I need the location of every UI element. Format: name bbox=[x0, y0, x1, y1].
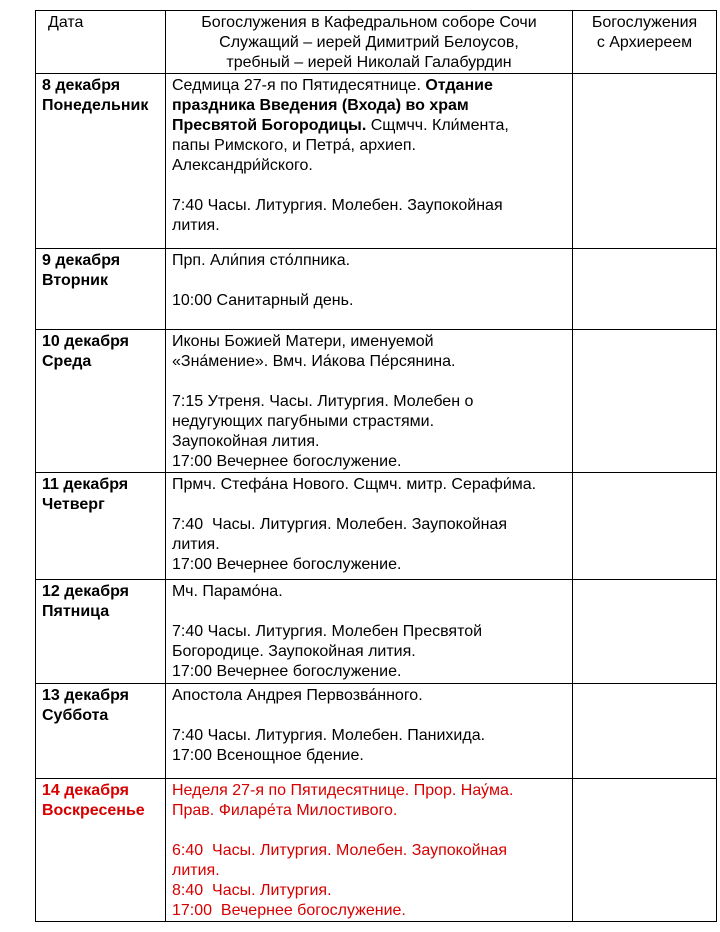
feast-line bbox=[172, 76, 566, 96]
service-line: 8:40 Часы. Литургия. bbox=[172, 882, 332, 899]
header-bishop-cell bbox=[573, 11, 717, 74]
header-row bbox=[36, 11, 717, 74]
feast-text: Прав. Филаре́та Милостивого. bbox=[172, 802, 398, 819]
service-line: 6:40 Часы. Литургия. Молебен. Заупокойная bbox=[172, 842, 508, 859]
feast-line bbox=[172, 582, 566, 602]
header-bishop-label-2: с Архиереем bbox=[596, 34, 693, 51]
service-line: 17:00 Вечернее богослужение. bbox=[172, 663, 402, 680]
schedule-row bbox=[36, 580, 717, 684]
date-cell bbox=[36, 580, 166, 684]
service-line: лития. bbox=[172, 862, 220, 879]
date-cell bbox=[36, 684, 166, 779]
date-cell bbox=[36, 473, 166, 580]
date-label: 11 декабря bbox=[42, 476, 129, 493]
services-cell bbox=[166, 779, 573, 922]
services-cell bbox=[166, 74, 573, 249]
bishop-cell bbox=[573, 473, 717, 580]
header-requiem-priest: требный – иерей Николай Галабурдин bbox=[226, 54, 512, 71]
schedule-row bbox=[36, 74, 717, 249]
paragraph-gap bbox=[172, 176, 566, 196]
feast-line bbox=[172, 156, 566, 176]
date-label: 8 декабря bbox=[42, 77, 121, 94]
feast-text-bold: Отдание bbox=[425, 77, 493, 94]
service-line: 17:00 Вечернее богослужение. bbox=[172, 556, 402, 573]
schedule-row bbox=[36, 473, 717, 580]
bishop-cell bbox=[573, 74, 717, 249]
date-label: 14 декабря bbox=[42, 782, 129, 799]
service-line: лития. bbox=[172, 536, 220, 553]
feast-text: Апостола Андрея Первозва́нного. bbox=[172, 687, 423, 704]
feast-text: Мч. Парамо́на. bbox=[172, 583, 283, 600]
service-line: 7:40 Часы. Литургия. Молебен Пресвятой bbox=[172, 623, 483, 640]
feast-line bbox=[172, 136, 566, 156]
feast-line bbox=[172, 251, 566, 271]
services-cell bbox=[166, 580, 573, 684]
bishop-cell bbox=[573, 249, 717, 330]
feast-text: Прп. Али́пия сто́лпника. bbox=[172, 252, 351, 269]
header-services-title: Богослужения в Кафедральном соборе Сочи bbox=[201, 14, 537, 31]
feast-text: Сщмчч. Кли́мента, bbox=[366, 117, 509, 134]
schedule-row bbox=[36, 779, 717, 922]
paragraph-gap bbox=[172, 271, 566, 291]
date-cell bbox=[36, 330, 166, 473]
paragraph-gap bbox=[172, 495, 566, 515]
service-line: 17:00 Всенощное бдение. bbox=[172, 747, 364, 764]
date-label: 12 декабря bbox=[42, 583, 129, 600]
schedule-table bbox=[35, 10, 717, 922]
weekday-label: Вторник bbox=[42, 272, 109, 289]
header-bishop-label-1: Богослужения bbox=[591, 14, 698, 31]
service-line: 7:40 Часы. Литургия. Молебен. Панихида. bbox=[172, 727, 486, 744]
schedule-row bbox=[36, 249, 717, 330]
bishop-cell bbox=[573, 580, 717, 684]
feast-line bbox=[172, 96, 566, 116]
paragraph-gap bbox=[172, 372, 566, 392]
header-date-cell bbox=[36, 11, 166, 74]
feast-line bbox=[172, 781, 566, 801]
services-cell bbox=[166, 249, 573, 330]
feast-text-bold: Пресвятой Богородицы. bbox=[172, 117, 367, 134]
service-line: 7:15 Утреня. Часы. Литургия. Молебен о bbox=[172, 393, 474, 410]
weekday-label: Четверг bbox=[42, 496, 105, 513]
feast-text: «Зна́мение». Вмч. Иа́кова Пе́рсянина. bbox=[172, 353, 456, 370]
feast-text: Неделя 27-я по Пятидесятнице. Прор. Нау́ма. bbox=[172, 782, 514, 799]
feast-line bbox=[172, 352, 566, 372]
paragraph-gap bbox=[172, 706, 566, 726]
service-line: 10:00 Санитарный день. bbox=[172, 292, 354, 309]
date-label: 9 декабря bbox=[42, 252, 121, 269]
service-line: 17:00 Вечернее богослужение. bbox=[172, 902, 406, 919]
paragraph-gap bbox=[172, 602, 566, 622]
feast-text-bold: праздника Введения (Входа) во храм bbox=[172, 97, 469, 114]
schedule-row bbox=[36, 684, 717, 779]
feast-line bbox=[172, 801, 566, 821]
service-line: 7:40 Часы. Литургия. Молебен. Заупокойная bbox=[172, 516, 508, 533]
service-line: 17:00 Вечернее богослужение. bbox=[172, 453, 402, 470]
feast-text: Седмица 27-я по Пятидесятнице. bbox=[172, 77, 426, 94]
service-line: лития. bbox=[172, 217, 220, 234]
date-label: 13 декабря bbox=[42, 687, 129, 704]
feast-line bbox=[172, 116, 566, 136]
service-line: 7:40 Часы. Литургия. Молебен. Заупокойная bbox=[172, 197, 503, 214]
feast-text: Александри́йского. bbox=[172, 157, 313, 174]
feast-text: папы Римского, и Петра́, архиеп. bbox=[172, 137, 416, 154]
header-services-cell bbox=[166, 11, 573, 74]
weekday-label: Пятница bbox=[42, 603, 110, 620]
feast-line bbox=[172, 686, 566, 706]
date-label: 10 декабря bbox=[42, 333, 129, 350]
feast-line bbox=[172, 475, 566, 495]
feast-text: Прмч. Стефа́на Нового. Сщмч. митр. Серафи́ма. bbox=[172, 476, 537, 493]
services-cell bbox=[166, 330, 573, 473]
schedule-row bbox=[36, 330, 717, 473]
date-cell bbox=[36, 779, 166, 922]
bishop-cell bbox=[573, 684, 717, 779]
weekday-label: Суббота bbox=[42, 707, 109, 724]
feast-line bbox=[172, 332, 566, 352]
weekday-label: Среда bbox=[42, 353, 92, 370]
bishop-cell bbox=[573, 330, 717, 473]
header-date-label: Дата bbox=[48, 14, 84, 31]
service-line: недугующих пагубными страстями. bbox=[172, 413, 435, 430]
date-cell bbox=[36, 249, 166, 330]
header-celebrant: Служащий – иерей Димитрий Белоусов, bbox=[219, 34, 519, 51]
paragraph-gap bbox=[172, 821, 566, 841]
bishop-cell bbox=[573, 779, 717, 922]
weekday-label: Понедельник bbox=[42, 97, 149, 114]
services-cell bbox=[166, 473, 573, 580]
weekday-label: Воскресенье bbox=[42, 802, 145, 819]
service-line: Богородице. Заупокойная лития. bbox=[172, 643, 416, 660]
services-cell bbox=[166, 684, 573, 779]
service-line: Заупокойная лития. bbox=[172, 433, 320, 450]
date-cell bbox=[36, 74, 166, 249]
feast-text: Иконы Божией Матери, именуемой bbox=[172, 333, 434, 350]
